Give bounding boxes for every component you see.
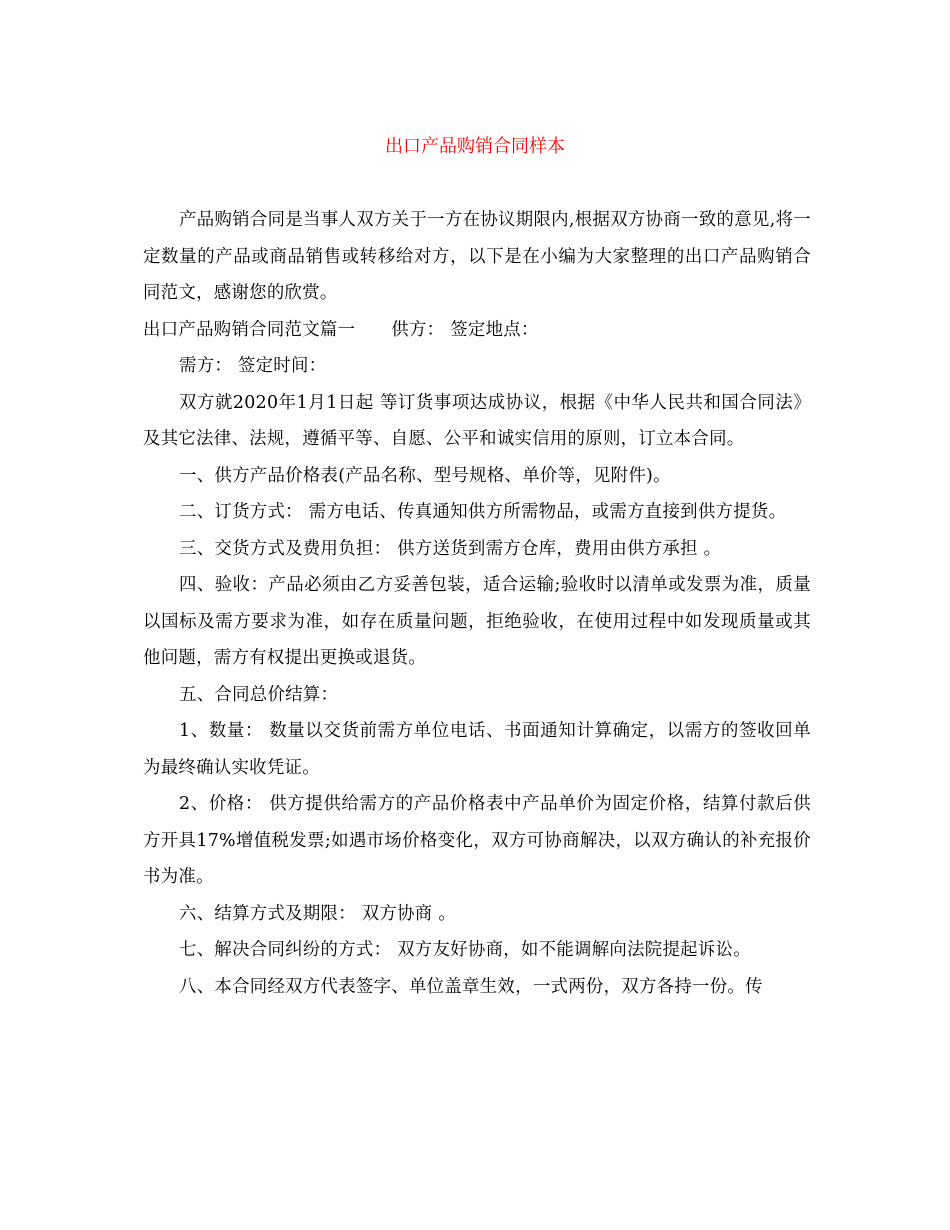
section-heading-line: [143, 312, 811, 349]
clause-paragraph: 2、价格： 供方提供给需方的产品价格表中产品单价为固定价格，结算付款后供方开具17%增值税发票;如遇市场价格变化，双方可协商解决，以双方确认的补充报价书为准。: [143, 794, 811, 887]
intro-paragraph: 产品购销合同是当事人双方关于一方在协议期限内,根据双方协商一致的意见,将一定数量的产品或商品销售或转移给对方，以下是在小编为大家整理的出口产品购销合同范文，感谢您的欣赏。: [143, 210, 811, 303]
clause-paragraph: 六、结算方式及期限： 双方协商 。: [179, 903, 457, 924]
clause-paragraph: 二、订货方式： 需方电话、传真通知供方所需物品，或需方直接到供方提货。: [179, 502, 787, 522]
buyer-line: 需方： 签定时间：: [179, 356, 327, 376]
document-title: 出口产品购销合同样本: [385, 136, 565, 157]
clause-paragraph: 四、验收：产品必须由乙方妥善包装，适合运输;验收时以清单或发票为准，质量以国标及需方要求为准，如存在质量问题，拒绝验收，在使用过程中如发现质量或其他问题，需方有权提出更换或退货。: [143, 575, 811, 668]
preamble-paragraph: 双方就2020年1月1日起 等订货事项达成协议，根据《中华人民共和国合同法》及其它法律、法规，遵循平等、自愿、公平和诚实信用的原则，订立本合同。: [143, 392, 811, 449]
clause-paragraph: 一、供方产品价格表(产品名称、型号规格、单价等，见附件)。: [179, 465, 671, 486]
clause-paragraph: 五、合同总价结算：: [179, 684, 339, 705]
clause-paragraph: 七、解决合同纠纷的方式： 双方友好协商，如不能调解向法院提起诉讼。: [179, 940, 751, 960]
document-body: [143, 202, 811, 1005]
clause-paragraph: 三、交货方式及费用负担： 供方送货到需方仓库，费用由供方承担 。: [179, 538, 722, 559]
clause-paragraph: 八、本合同经双方代表签字、单位盖章生效，一式两份，双方各持一份。传: [179, 976, 763, 997]
supplier-line: 供方： 签定地点：: [391, 319, 539, 340]
section-heading: 出口产品购销合同范文篇一: [143, 319, 356, 340]
clause-paragraph: 1、数量： 数量以交货前需方单位电话、书面通知计算确定，以需方的签收回单为最终确认实收凭证。: [143, 721, 811, 778]
